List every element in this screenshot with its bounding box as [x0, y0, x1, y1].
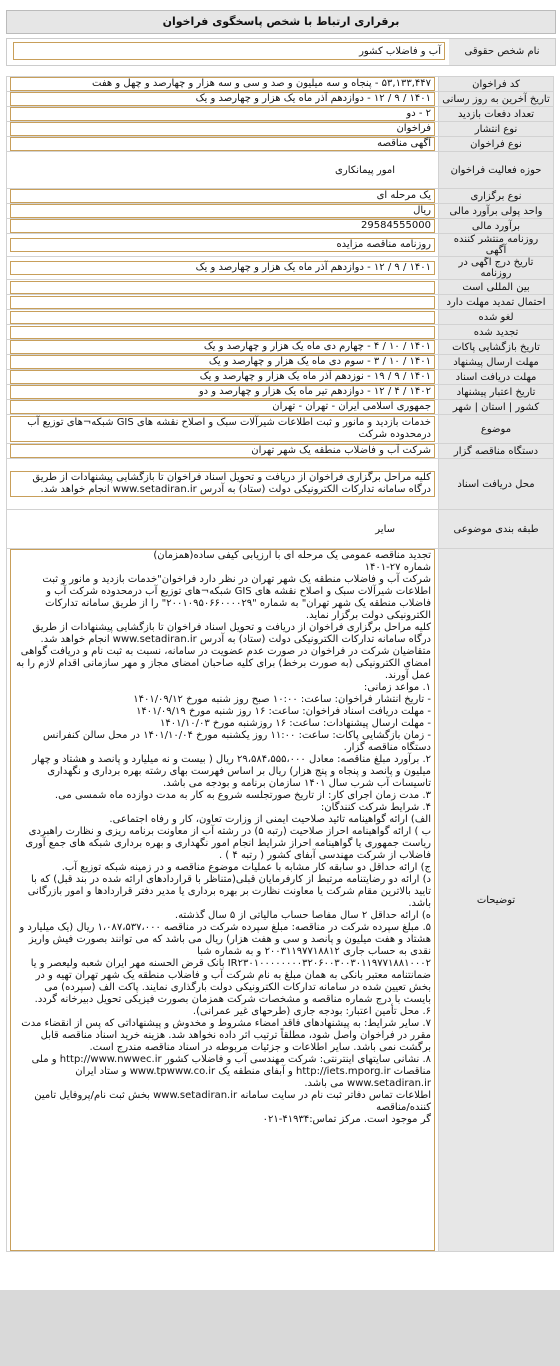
row-value: ۱۴۰۱ / ۱۰ / ۴ - چهارم دی ماه یک هزار و چهارصد و یک	[10, 340, 435, 354]
detail-row	[7, 234, 554, 257]
row-value-cell	[7, 310, 439, 325]
row-value: ۱۴۰۱ / ۹ / ۱۲ - دوازدهم آذر ماه یک هزار و چهارصد و یک	[10, 92, 435, 106]
detail-row	[7, 257, 554, 280]
row-label: طبقه بندی موضوعی	[439, 510, 554, 549]
row-value: شرکت آب و فاضلاب منطقه یک شهر تهران	[10, 444, 435, 458]
row-value-cell	[7, 107, 439, 122]
row-value-cell	[7, 92, 439, 107]
detail-row	[7, 137, 554, 152]
row-label: حوزه فعالیت فراخوان	[439, 152, 554, 189]
row-value	[10, 311, 435, 324]
row-value: یک مرحله ای	[10, 189, 435, 203]
detail-row	[7, 189, 554, 204]
row-label: تاریخ اعتبار پیشنهاد	[439, 385, 554, 400]
row-value-cell	[7, 325, 439, 340]
detail-row	[7, 370, 554, 385]
row-value	[10, 326, 435, 339]
row-value-cell	[7, 257, 439, 280]
row-value: 29584555000	[10, 219, 435, 233]
row-label: لغو شده	[439, 310, 554, 325]
detail-row	[7, 510, 554, 549]
row-value-cell	[7, 152, 439, 189]
row-label: احتمال تمدید مهلت دارد	[439, 295, 554, 310]
contact-label: نام شخص حقوقی	[449, 39, 555, 65]
detail-row	[7, 152, 554, 189]
detail-row	[7, 310, 554, 325]
row-value-cell	[7, 444, 439, 459]
row-value-cell	[7, 459, 439, 510]
row-label: محل دریافت اسناد	[439, 459, 554, 510]
row-value: آگهی مناقصه	[10, 137, 435, 151]
row-value: ۱۴۰۱ / ۹ / ۱۲ - دوازدهم آذر ماه یک هزار و چهارصد و یک	[10, 261, 435, 275]
detail-row	[7, 385, 554, 400]
row-value: کلیه مراحل برگزاری فراخوان از دریافت و تحویل اسناد فراخوان تا بازگشایی پیشنهادات از طریق درگاه سامانه تدارکات الکترونیکی دولت (ستاد) به آدرس www.setadiran.ir انجام خواهد شد.	[10, 471, 435, 497]
row-value-cell	[7, 204, 439, 219]
row-value-cell	[7, 234, 439, 257]
row-value: امور پیمانکاری	[335, 164, 395, 176]
row-value-cell	[7, 77, 439, 92]
row-value: ریال	[10, 204, 435, 218]
detail-row	[7, 295, 554, 310]
row-label: نوع فراخوان	[439, 137, 554, 152]
detail-row	[7, 280, 554, 295]
row-label: کد فراخوان	[439, 77, 554, 92]
contact-field[interactable]: آب و فاضلاب کشور	[13, 42, 445, 60]
row-value: جمهوری اسلامی ایران - تهران - تهران	[10, 400, 435, 414]
row-value-cell	[7, 510, 439, 549]
row-label: بین المللی است	[439, 280, 554, 295]
detail-row	[7, 107, 554, 122]
row-label: کشور | استان | شهر	[439, 400, 554, 415]
detail-row	[7, 444, 554, 459]
row-label: مهلت دریافت اسناد	[439, 370, 554, 385]
row-label: نوع انتشار	[439, 122, 554, 137]
row-label: تعداد دفعات بازدید	[439, 107, 554, 122]
row-label: دستگاه مناقصه گزار	[439, 444, 554, 459]
page-footer-area	[0, 1290, 560, 1366]
row-value: ۲ - دو	[10, 107, 435, 121]
detail-row	[7, 92, 554, 107]
row-value-cell	[7, 385, 439, 400]
row-label: مهلت ارسال پیشنهاد	[439, 355, 554, 370]
row-value-cell	[7, 122, 439, 137]
description-cell	[7, 549, 439, 1252]
detail-row	[7, 122, 554, 137]
row-label: روزنامه منتشر کننده آگهی	[439, 234, 554, 257]
row-label: موضوع	[439, 415, 554, 444]
detail-row	[7, 204, 554, 219]
tender-details-table	[6, 76, 554, 1252]
row-value: ۱۴۰۱ / ۹ / ۱۹ - نوزدهم آذر ماه یک هزار و چهارصد و یک	[10, 370, 435, 384]
row-label: برآورد مالی	[439, 219, 554, 234]
row-value-cell	[7, 370, 439, 385]
row-value-cell	[7, 219, 439, 234]
row-value	[10, 281, 435, 294]
row-value: ۵۳,۱۳۳,۴۴۷ - پنجاه و سه میلیون و صد و سی و سه هزار و چهارصد و چهل و هفت	[10, 77, 435, 91]
row-label: تجدید شده	[439, 325, 554, 340]
row-value-cell	[7, 355, 439, 370]
detail-row	[7, 459, 554, 510]
detail-row	[7, 340, 554, 355]
row-value: سایر	[375, 523, 395, 535]
row-label: تاریخ بازگشایی پاکات	[439, 340, 554, 355]
row-value: خدمات بازدید و مانور و ثبت اطلاعات شیرآلات سبک و اصلاح نقشه های GIS شبکه¬های توزیع آب درمحدوده شرکت	[10, 416, 435, 442]
page-header: برقراری ارتباط با شخص پاسخگوی فراخوان	[6, 10, 556, 34]
detail-row	[7, 355, 554, 370]
row-value-cell	[7, 280, 439, 295]
detail-row	[7, 400, 554, 415]
row-label: تاریخ آخرین به روز رسانی	[439, 92, 554, 107]
row-value-cell	[7, 340, 439, 355]
row-value: ۱۴۰۱ / ۱۰ / ۳ - سوم دی ماه یک هزار و چهارصد و یک	[10, 355, 435, 369]
row-label: نوع برگزاری	[439, 189, 554, 204]
contact-row	[6, 38, 556, 66]
detail-row	[7, 325, 554, 340]
detail-row	[7, 77, 554, 92]
row-value-cell	[7, 295, 439, 310]
detail-row	[7, 415, 554, 444]
description-row	[7, 549, 554, 1252]
row-value: روزنامه مناقصه مزایده	[10, 238, 435, 252]
row-value	[10, 296, 435, 309]
row-label: واحد پولی برآورد مالی	[439, 204, 554, 219]
row-value: فراخوان	[10, 122, 435, 136]
row-value-cell	[7, 189, 439, 204]
row-value-cell	[7, 137, 439, 152]
row-value-cell	[7, 400, 439, 415]
row-value: ۱۴۰۲ / ۴ / ۱۲ - دوازدهم تیر ماه یک هزار و چهارصد و دو	[10, 385, 435, 399]
row-label: تاریخ درج آگهی در روزنامه	[439, 257, 554, 280]
description-label: توضیحات	[439, 549, 554, 1252]
description-text: تجدید مناقصه عمومی یک مرحله ای با ارزیابی کیفی ساده(همزمان) شماره ۲۷-۱۴۰۱ شرکت آب و فاضلاب منطقه یک شهر تهران در نظر دارد فراخوان"خدمات بازدید و مانور و ثبت اطلاعات شیرآلات سبک و اصلاح نقشه های GIS شبکه¬های توزیع آب درمحدوده شرکت آب و فاضلاب منطقه یک شهر تهران" به شماره "۲۰۰۱۰۹۵۰۶۶۰۰۰۰۲۹" را از طریق سامانه تدارکات الکترونیکی دولت برگزار نماید. کلیه مراحل برگزاری فراخوان از دریافت و تحویل اسناد فراخوان تا بازگشایی پیشنهادات از طریق درگاه سامانه تدارکات الکترونیکی دولت (ستاد) به آدرس www.setadiran.ir انجام خواهد شد. متقاضیان شرکت در فراخوان در صورت عدم عضویت در سامانه، نسبت به ثبت نام و دریافت گواهی امضای الکترونیکی (به صورت برخط) برای کلیه صاحبان امضای مجاز و مهر سازمانی اقدام لازم را به عمل آورند. ۱. مواعد زمانی: - تاریخ انتشار فراخوان: ساعت: ۱۰:۰۰ صبح روز شنبه مورخ ۱۴۰۱/۰۹/۱۲ - مهلت دریافت اسناد فراخوان: ساعت: ۱۶ روز شنبه مورخ ۱۴۰۱/۰۹/۱۹ - مهلت ارسال پیشنهادات: ساعت: ۱۶ روزشنبه مورخ ۱۴۰۱/۱۰/۰۳ - زمان بازگشایی پاکات: ساعت: ۱۱:۰۰ روز یکشنبه مورخ ۱۴۰۱/۱۰/۰۴ در محل سالن کنفرانس دستگاه مناقصه گزار. ۲. برآورد مبلغ مناقصه: معادل ۲۹،۵۸۴،۵۵۵،۰۰۰ ریال ( بیست و نه میلیارد و پانصد و هشتاد و چهار میلیون و پانصد و پنجاه و پنج هزار) ریال بر اساس فهرست بهای رشته بهره برداری و نگهداری تاسیسات آب شرب سال ۱۴۰۱ سازمان برنامه و بودجه می باشد. ۳. مدت زمان اجرای کار: از تاریخ صورتجلسه شروع به کار به مدت دوازده ماه شمسی می. ۴. شرایط شرکت کنندگان: الف) ارائه گواهینامه تائید صلاحیت ایمنی از وزارت تعاون، کار و رفاه اجتماعی. ب ) ارائه گواهینامه احراز صلاحیت (رتبه ۵) در رشته آب از معاونت برنامه ریزی و نظارت راهبردی ریاست جمهوری یا گواهینامه احراز شرایط انجام امور نگهداری و بهره برداری شبکه های جمع آوری فاضلاب از شرکت مهندسی آبفای کشور ( رتبه ۴ ) . ج) ارائه حداقل دو سابقه کار مشابه با عملیات موضوع مناقصه و در زمینه شبکه توزیع آب. د) ارائه دو رضایتنامه مرتبط از کارفرمایان قبلی(متناظر با قراردادهای ارائه شده در بند قبل) که با تایید بالاترین مقام شرکت یا معاونت نظارت بر بهره برداری یا مدیر دفتر قراردادها و امور بازرگانی باشد. ه) ارائه حداقل ۲ سال مفاصا حساب مالیاتی از ۵ سال گذشته. ۵. مبلغ سپرده شرکت در مناقصه: مبلغ سپرده شرکت در مناقصه ۱،۰۸۷،۵۳۷،۰۰۰ ریال (یک میلیارد و هشتاد و هفت میلیون و پانصد و سی و هفت هزار) ریال می باشد که می توانند بصورت فیش واریز نقدی به حساب جاری ۲۰۰۳۱۱۹۷۷۱۸۸۱۲ و به شماره شبا IR۲۳۰۱۰۰۰۰۰۰۰۰۳۲۰۶۰۰۳۰۰۳۰۱۱۹۷۷۱۸۸۱۰۰۰۲ بانک قرض الحسنه مهر ایران شعبه ولیعصر و یا ضمانتنامه معتبر بانکی به همان مبلغ به نام شرکت آب و فاضلاب منطقه یک شهر تهران تهیه و در بخش تعیین شده در سامانه تدارکات الکترونیکی دولت بارگذاری نمایند. پاکت الف (سپرده) می بایست با درج شماره مناقصه و مشخصات شرکت همزمان بصورت فیزیکی تحویل دبیرخانه گردد. ۶. محل تأمین اعتبار: بودجه جاری (طرحهای غیر عمرانی). ۷. سایر شرایط: به پیشنهادهای فاقد امضاء مشروط و مخدوش و پیشنهاداتی که پس از انقضاء مدت مقرر در فراخوان واصل شود، مطلقاً ترتیب اثر داده نخواهد شد. هزینه خرید اسناد مناقصه قابل برگشت نمی باشد. سایر اطلاعات و جزئیات مربوطه در اسناد مناقصه مندرج است. ۸. نشانی سایتهای اینترنتی: شرکت مهندسی آب و فاضلاب کشور http://www.nwwec.ir و ملی مناقصات http://iets.mporg.ir و آبفای منطقه یک www.tpwww.co.ir و ستاد ایران www.setadiran.ir می باشد. اطلاعات تماس دفاتر ثبت نام در سایت سامانه www.setadiran.ir بخش ثبت نام/پروفایل تامین کننده/مناقصه گر موجود است. مرکز تماس:۴۱۹۳۴-۰۲۱	[10, 549, 435, 1251]
detail-row	[7, 219, 554, 234]
row-value-cell	[7, 415, 439, 444]
